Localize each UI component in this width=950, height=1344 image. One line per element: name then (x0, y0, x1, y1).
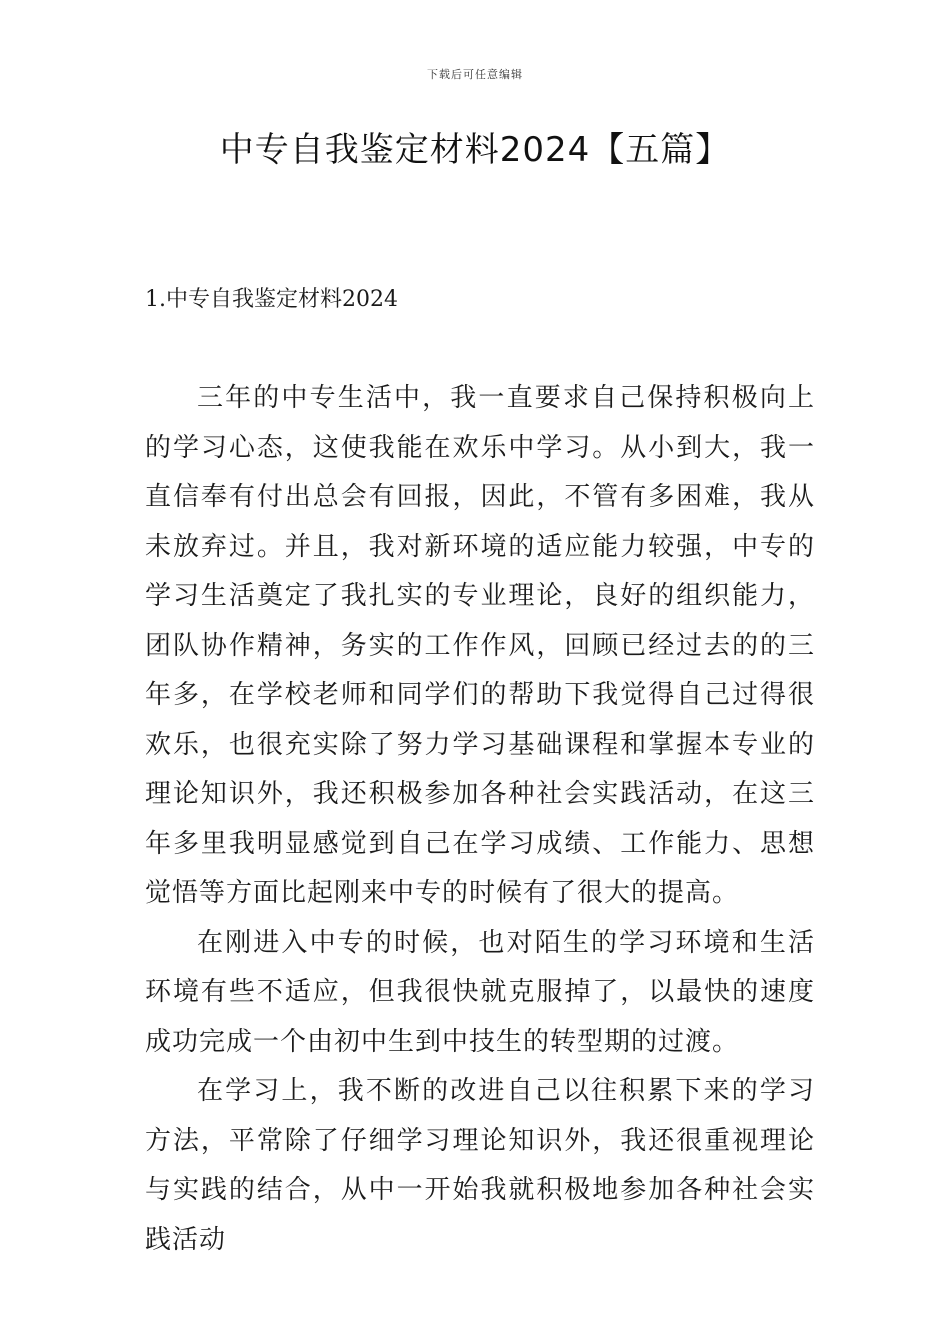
paragraph: 在学习上，我不断的改进自己以往积累下来的学习方法，平常除了仔细学习理论知识外，我还很重视理论与实践的结合，从中一开始我就积极地参加各种社会实践活动 (145, 1076, 815, 1255)
paragraph: 三年的中专生活中，我一直要求自己保持积极向上的学习心态，这使我能在欢乐中学习。从小到大，我一直信奉有付出总会有回报，因此，不管有多困难，我从未放弃过。并且，我对新环境的适应能力较强，中专的学习生活奠定了我扎实的专业理论，良好的组织能力，团队协作精神，务实的工作作风，回顾已经过去的的三年多，在学校老师和同学们的帮助下我觉得自己过得很欢乐，也很充实除了努力学习基础课程和掌握本专业的理论知识外，我还积极参加各种社会实践活动，在这三年多里我明显感觉到自己在学习成绩、工作能力、思想觉悟等方面比起刚来中专的时候有了很大的提高。 (145, 383, 815, 908)
section-heading: 1.中专自我鉴定材料2024 (145, 287, 398, 312)
header-note: 下载后可任意编辑 (427, 68, 523, 81)
paragraph: 在刚进入中专的时候，也对陌生的学习环境和生活环境有些不适应，但我很快就克服掉了，以最快的速度成功完成一个由初中生到中技生的转型期的过渡。 (145, 927, 815, 1057)
document-title: 中专自我鉴定材料2024【五篇】 (219, 130, 731, 170)
body-text (145, 374, 815, 1265)
